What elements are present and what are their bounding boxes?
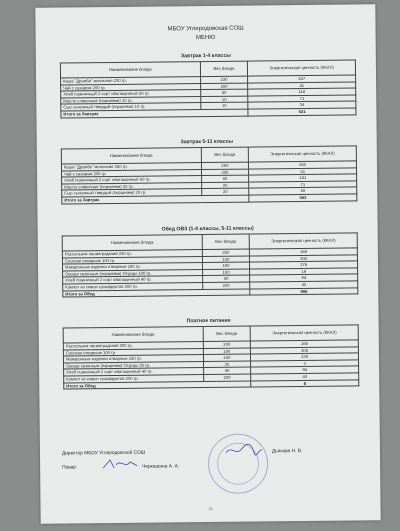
dish-name: Каша "Дружба" молочная 230 гр. — [61, 77, 201, 85]
total-energy: 8 — [251, 379, 359, 387]
director-name: Дьякова Н. В. — [271, 449, 303, 455]
section-title-lunch-ovz: Обед ОВЗ (1-4 классы, 5-11 классы) — [161, 225, 254, 233]
dish-name: Масло сливочное (порциями) 20 гр. — [62, 182, 202, 190]
dish-name: Овощи сезонные (порциями) Огурцы 100 гр. — [63, 269, 203, 277]
dish-name: Сосиски отварные 100 гр. — [62, 256, 202, 264]
total-label: Итого за Завтрак — [62, 195, 249, 204]
dish-energy: 41 — [249, 168, 357, 176]
dish-energy: 300 — [251, 347, 359, 355]
dish-energy: 165 — [251, 340, 359, 348]
column-header-weight: Вес блюда — [201, 147, 249, 162]
menu-table-breakfast-1-4 — [60, 59, 357, 118]
dish-energy: 19 — [250, 268, 358, 276]
cook-name: Черкашина А. А. — [142, 464, 180, 470]
column-header-energy: Энергетическая ценность (ККАЛ) — [248, 60, 356, 76]
dish-name: Сыр сычужный твердый (порциями) 20 гр. — [62, 189, 202, 197]
dish-weight: 20 — [201, 188, 249, 195]
menu-table-paid-meals — [63, 324, 360, 389]
column-header-name: Наименование блюда — [61, 148, 201, 164]
dish-name: Рассольник ленинградский 250 гр. — [62, 250, 202, 258]
director-title: Директор МБОУ Углеродовской СОШ — [61, 450, 146, 457]
dish-weight: 40 — [203, 367, 251, 374]
column-header-name: Наименование блюда — [63, 327, 203, 343]
dish-name: Чай с сахаром 200 гр. — [61, 83, 201, 91]
dish-name: Хлеб пшеничный 2 сорт обогащенный 60 гр. — [62, 176, 202, 184]
cook-name-block — [142, 464, 179, 469]
total-label: Итого за Обед — [63, 289, 250, 298]
dish-name: Сосиски отварные 100 гр. — [63, 348, 203, 356]
dish-weight: 200 — [200, 83, 248, 90]
dish-name: Овощи сезонные (порциями) Огурцы 30 гр. — [64, 361, 204, 369]
dish-energy: 50 — [249, 187, 357, 195]
dish-energy: 118 — [248, 88, 356, 96]
dish-weight: 200 — [203, 341, 251, 348]
dish-weight: 60 — [201, 175, 249, 182]
dish-energy: 267 — [248, 75, 356, 83]
dish-weight: 230 — [200, 76, 248, 83]
dish-weight: 180 — [202, 262, 250, 269]
dish-energy: 3 — [251, 360, 359, 368]
section-title-breakfast-1-4: Завтрак 1-4 классы — [180, 52, 231, 60]
column-header-weight: Вес блюда — [202, 234, 250, 249]
dish-weight: 10 — [200, 96, 248, 103]
dish-weight: 200 — [202, 282, 250, 289]
menu-table-lunch-ovz — [62, 232, 359, 297]
dish-name: Компот из смеси сухофруктов 200 гр. — [63, 283, 203, 291]
dish-energy: 34 — [248, 101, 356, 109]
cook-signature-scribble — [100, 457, 140, 471]
dish-energy: 40 — [251, 373, 359, 381]
dish-name: Хлеб пшеничный 2 сорт обогащенный 40 гр. — [64, 368, 204, 376]
dish-energy: 40 — [250, 281, 358, 289]
column-header-energy: Энергетическая ценность (ККАЛ) — [250, 325, 358, 341]
total-energy: 531 — [248, 108, 356, 116]
dish-weight: 250 — [202, 249, 250, 256]
dish-name: Макаронные изделия отварные 180 гр. — [62, 263, 202, 271]
page-number: 26 — [208, 506, 213, 512]
dish-name: Хлеб пшеничный 2 сорт обогащенный 50 гр. — [61, 90, 201, 98]
school-title: МБОУ Углеродовская СОШ — [167, 25, 244, 33]
dish-weight: 50 — [200, 89, 248, 96]
column-header-weight: Вес блюда — [203, 326, 251, 341]
dish-energy: 300 — [250, 255, 358, 263]
dish-name: Макаронные изделия отварные 150 гр. — [63, 355, 203, 363]
dish-weight: 10 — [200, 102, 248, 109]
total-label: Итого за Завтрак — [61, 109, 248, 118]
cook-title: Повар — [62, 465, 77, 471]
dish-energy: 169 — [250, 248, 358, 256]
column-header-name: Наименование блюда — [60, 62, 200, 78]
dish-energy: 94 — [250, 274, 358, 282]
section-title-paid-meals: Платное питание — [186, 317, 231, 325]
menu-sheet — [35, 4, 380, 524]
menu-table-breakfast-5-11 — [61, 145, 358, 204]
dish-energy: 276 — [250, 261, 358, 269]
dish-name: Каша "Дружба" молочная 250 гр. — [61, 163, 201, 171]
dish-weight: 20 — [201, 182, 249, 189]
dish-weight: 100 — [203, 348, 251, 355]
dish-energy: 141 — [249, 174, 357, 182]
column-header-energy: Энергетическая ценность (ККАЛ) — [249, 146, 357, 162]
dish-name: Компот из смеси сухофруктов 200 гр. — [64, 375, 204, 383]
director-name-block — [272, 449, 302, 454]
dish-energy: 94 — [251, 366, 359, 374]
column-header-name: Наименование блюда — [62, 235, 202, 251]
column-header-energy: Энергетическая ценность (ККАЛ) — [250, 233, 358, 249]
dish-energy: 260 — [249, 161, 357, 169]
dish-name: Сыр сычужный твердый (порциями) 10 гр. — [61, 103, 201, 111]
dish-weight: 100 — [202, 256, 250, 263]
director-signature-scribble — [224, 442, 264, 456]
column-header-weight: Вес блюда — [200, 61, 248, 76]
dish-energy: 71 — [248, 95, 356, 103]
section-title-breakfast-5-11: Завтрак 5-11 классы — [180, 138, 233, 146]
total-energy: 563 — [249, 194, 357, 202]
dish-weight: 250 — [201, 162, 249, 169]
director-signature-line — [62, 451, 145, 457]
dish-weight: 200 — [201, 169, 249, 176]
dish-name: Чай с сахаром 200 гр. — [62, 169, 202, 177]
dish-weight: 100 — [202, 269, 250, 276]
dish-weight: 40 — [202, 275, 250, 282]
dish-weight: 150 — [203, 354, 251, 361]
dish-name: Рассольник ленинградский 200 гр. — [63, 342, 203, 350]
dish-name: Масло сливочное (порциями) 10 гр. — [61, 96, 201, 104]
menu-title: МЕНЮ — [195, 34, 216, 42]
dish-energy: 71 — [249, 181, 357, 189]
dish-weight: 200 — [203, 374, 251, 381]
dish-name: Хлеб пшеничный 2 сорт обогащенный 40 гр. — [63, 276, 203, 284]
total-energy: 898 — [250, 287, 358, 295]
dish-weight: 30 — [203, 361, 251, 368]
dish-energy: 230 — [251, 353, 359, 361]
total-label: Итого за Обед — [64, 381, 251, 390]
dish-energy: 41 — [248, 82, 356, 90]
cook-signature-line — [62, 465, 76, 470]
